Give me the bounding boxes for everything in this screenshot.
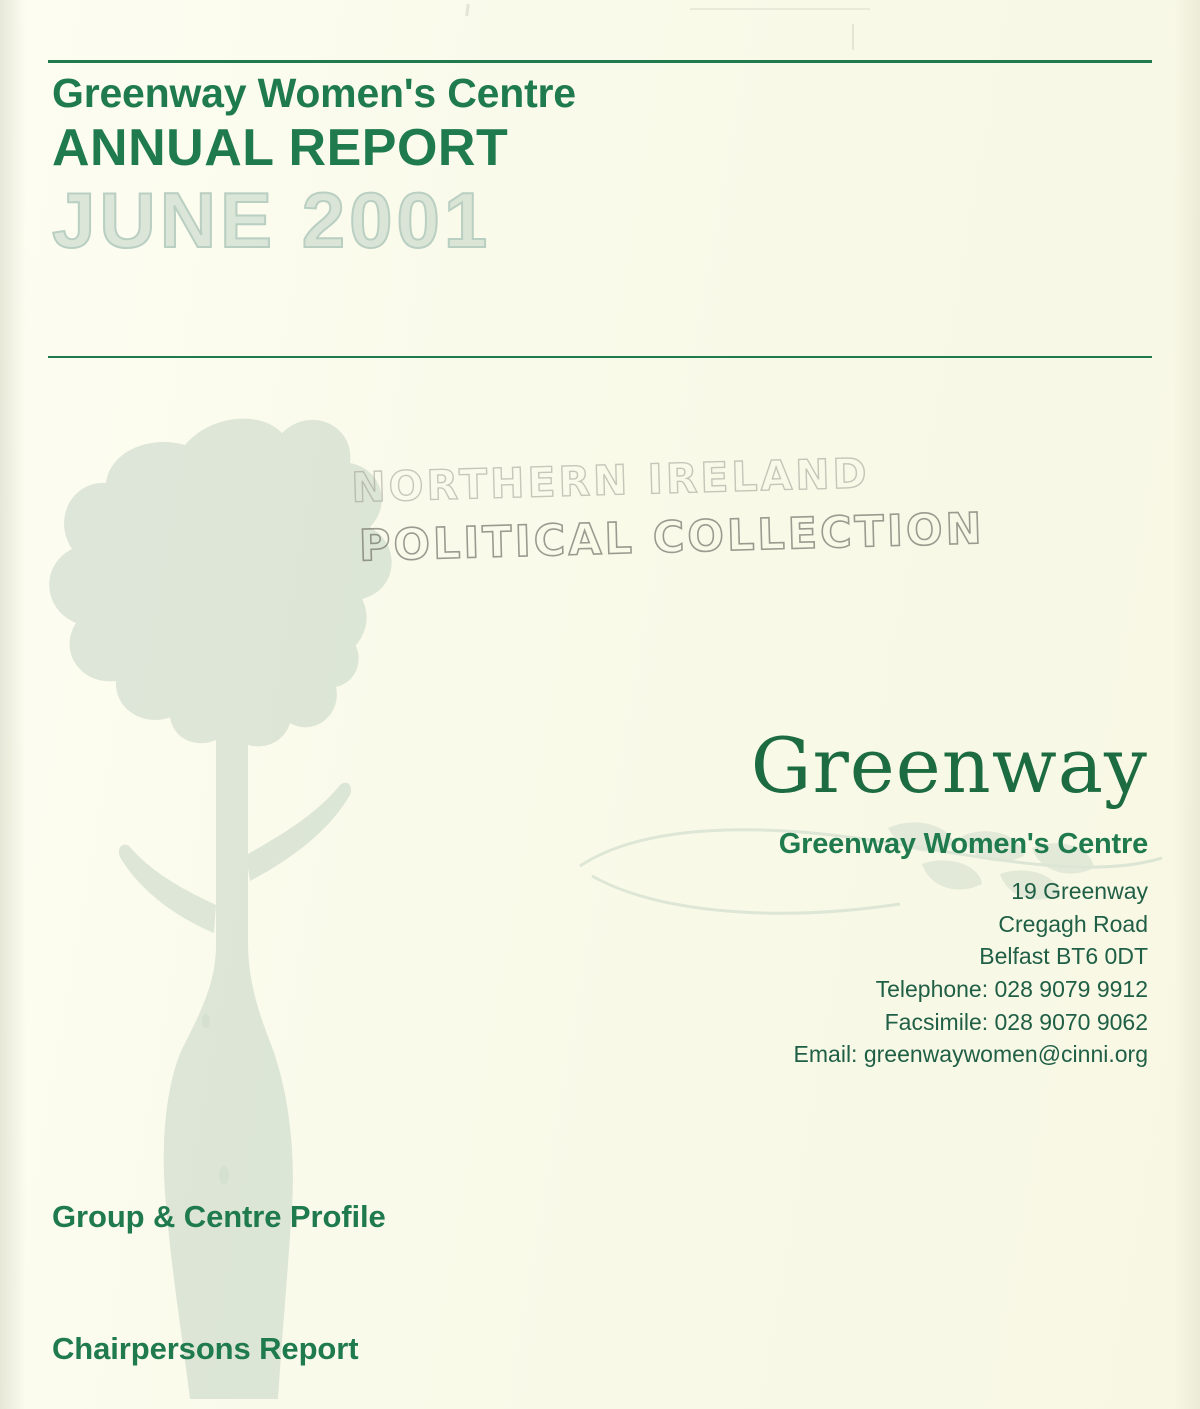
contents-item-chairpersons-report: Chairpersons Report	[52, 1331, 359, 1366]
scan-artifact-mark	[852, 24, 854, 50]
header-rule-bottom	[48, 356, 1152, 358]
address-street: 19 Greenway	[1011, 878, 1148, 904]
report-date: JUNE 2001	[52, 175, 492, 264]
address-city-postcode: Belfast BT6 0DT	[979, 943, 1148, 970]
contact-address	[588, 875, 1148, 1071]
contents-item-group-centre-profile: Group & Centre Profile	[52, 1199, 386, 1234]
contents-list	[52, 1199, 752, 1367]
archive-stamp-line2: POLITICAL COLLECTION	[358, 504, 986, 572]
centre-name: Greenway Women's Centre	[778, 828, 1148, 860]
facsimile: Facsimile: 028 9070 9062	[884, 1008, 1148, 1035]
logo-block	[588, 721, 1148, 1071]
header-rule-top	[48, 60, 1152, 63]
greenway-wordmark: Greenway	[750, 721, 1148, 810]
scan-artifact-mark	[465, 4, 470, 16]
email: Email: greenwaywomen@cinni.org	[793, 1041, 1148, 1068]
page-edge-shade-right	[1174, 0, 1200, 1409]
scan-artifact-mark	[690, 8, 870, 10]
archive-stamp-line1: NORTHERN IRELAND	[350, 449, 871, 512]
title-block	[50, 72, 1150, 262]
address-road: Cregagh Road	[998, 910, 1148, 937]
telephone: Telephone: 028 9079 9912	[875, 975, 1148, 1002]
report-title: ANNUAL REPORT	[52, 119, 509, 178]
organisation-name: Greenway Women's Centre	[52, 70, 576, 116]
